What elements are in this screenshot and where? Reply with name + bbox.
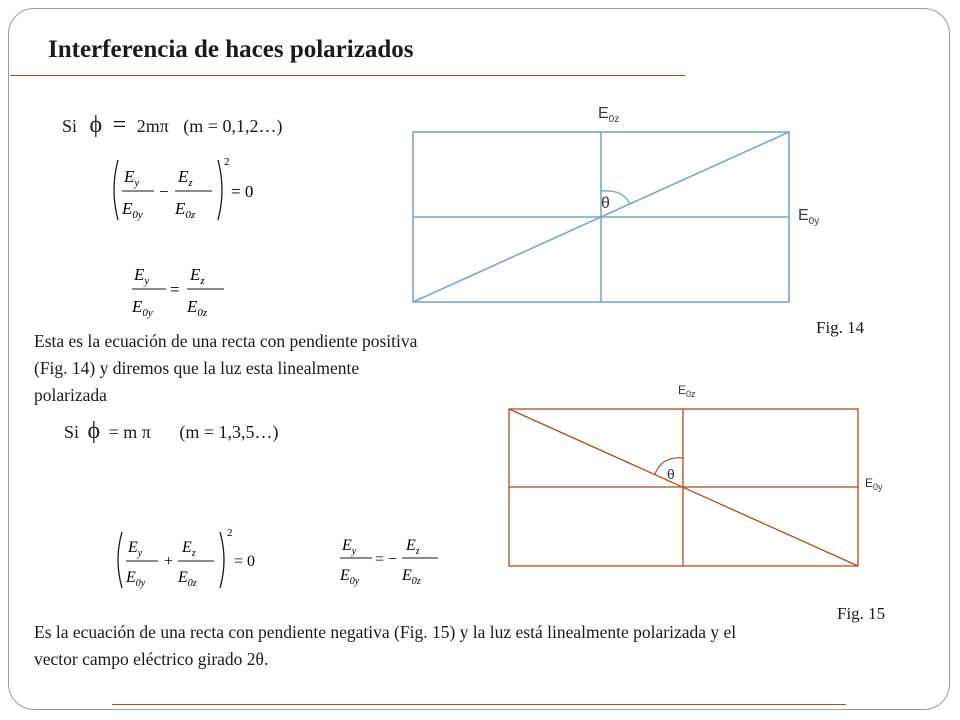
eq1-minus: − xyxy=(159,182,169,201)
eq4-num-e: $E_y$ xyxy=(342,537,357,557)
equation-squared-difference xyxy=(108,150,278,230)
eq1-rhs: = 0 xyxy=(231,182,254,201)
case1-range: (m = 0,1,2…) xyxy=(183,116,283,136)
eq3-den-e: $E_{0y}$ xyxy=(126,569,146,589)
case2-condition xyxy=(64,418,279,445)
case1-expr: 2mπ xyxy=(136,116,169,136)
eq3-num-ez: $E_z$ xyxy=(182,539,196,559)
eq3-plus: + xyxy=(164,553,174,570)
eq3-den-ez: $E_{0z}$ xyxy=(178,569,197,589)
eq1-power: 2 xyxy=(224,156,230,168)
eq2-den-e: $E_{0y}$ xyxy=(132,297,153,319)
case1-phi: ϕ xyxy=(89,112,103,138)
eq2-equals: = xyxy=(170,280,180,299)
case2-si: Si xyxy=(64,422,80,442)
eq4-equals-minus: = − xyxy=(375,551,398,568)
eq1-den-ez: $E_{0z}$ xyxy=(175,199,196,221)
eq4-num-ez: $E_z$ xyxy=(406,537,420,557)
footer-divider xyxy=(112,704,846,705)
paragraph-positive-slope: Esta es la ecuación de una recta con pendiente positiva (Fig. 14) y diremos que la luz esta linealmente polarizada xyxy=(34,331,418,405)
fig14-theta: θ xyxy=(601,195,610,212)
case1-si: Si xyxy=(62,116,78,136)
case2-expr: = m π xyxy=(108,422,151,442)
eq1-den-e: $E_{0y}$ xyxy=(122,199,143,221)
fig14-diagram xyxy=(408,96,828,308)
eq2-den-ez: $E_{0z}$ xyxy=(187,297,208,319)
fig15-top-label: $E_{0z}$ xyxy=(678,383,696,399)
eq3-rhs: = 0 xyxy=(234,553,256,570)
slide-title: Interferencia de haces polarizados xyxy=(48,36,414,63)
case2-phi: ϕ xyxy=(87,418,101,444)
eq1-num-e: $E_y$ xyxy=(124,167,140,189)
fig14-right-label: $E_{0y}$ xyxy=(798,207,820,227)
fig15-theta: θ xyxy=(667,466,675,482)
fig15-right-label: $E_{0y}$ xyxy=(865,476,883,492)
eq4-den-ez: $E_{0z}$ xyxy=(402,567,421,587)
eq4-den-e: $E_{0y}$ xyxy=(340,567,360,587)
eq3-power: 2 xyxy=(227,527,233,539)
eq3-num-e: $E_y$ xyxy=(128,539,143,559)
case1-condition xyxy=(62,112,282,139)
eq2-num-ez: $E_z$ xyxy=(190,265,205,287)
fig14-top-label: $E_{0z}$ xyxy=(598,105,620,125)
equation-squared-sum xyxy=(112,524,282,596)
fig15-diagram xyxy=(505,378,905,574)
title-divider xyxy=(10,75,685,76)
fig14-label: Fig. 14 xyxy=(816,318,865,337)
equation-positive-slope xyxy=(128,260,238,324)
eq2-num-e: $E_y$ xyxy=(134,265,150,287)
case1-equals: = xyxy=(112,112,127,138)
equation-negative-slope xyxy=(336,532,446,592)
fig15-label: Fig. 15 xyxy=(837,604,886,623)
paragraph-negative-slope: Es la ecuación de una recta con pendiente negativa (Fig. 15) y la luz está linealmente polarizada y el vector campo eléctrico girado 2θ. xyxy=(34,622,737,669)
case2-range: (m = 1,3,5…) xyxy=(179,422,279,442)
eq1-num-ez: $E_z$ xyxy=(178,167,193,189)
